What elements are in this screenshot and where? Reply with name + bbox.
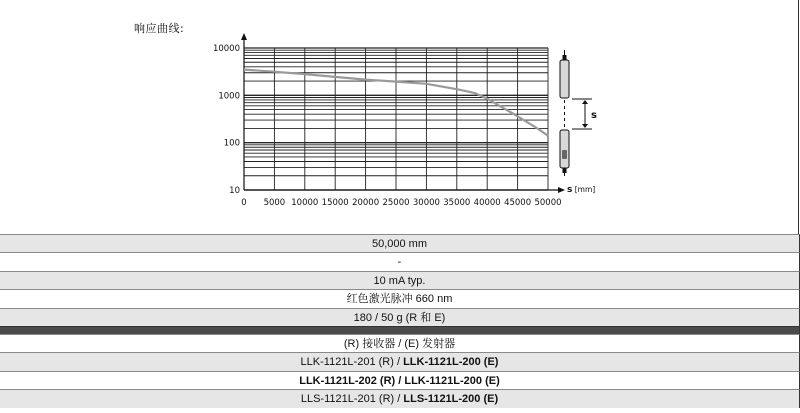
sensor-bottom-body xyxy=(560,130,569,168)
spec-row xyxy=(0,371,800,389)
spec-table xyxy=(0,234,800,408)
section-divider xyxy=(0,326,800,334)
y-tick-label: 100 xyxy=(223,138,240,149)
x-tick-label: 0 xyxy=(241,198,247,208)
distance-label: s xyxy=(591,110,597,121)
spec-text: LLK-1121L-200 (E) xyxy=(403,356,499,369)
spec-row xyxy=(0,252,800,270)
x-tick-label: 30000 xyxy=(412,198,440,208)
spec-row xyxy=(0,289,800,307)
x-tick-label: 10000 xyxy=(291,198,319,208)
spec-text: - xyxy=(397,256,402,269)
spec-text: 180 / 50 g (R 和 E) xyxy=(353,311,446,324)
x-axis-label: s [mm] xyxy=(567,185,596,195)
spec-text: LLK-1121L-202 (R) / LLK-1121L-200 (E) xyxy=(299,374,500,387)
spec-text: LLS-1121L-200 (E) xyxy=(403,393,499,406)
spec-text: LLK-1121L-201 (R) / xyxy=(300,356,404,369)
sensor-top-body xyxy=(560,60,569,98)
x-tick-label: 40000 xyxy=(473,198,501,208)
spec-text: (R) 接收器 / (E) 发射器 xyxy=(343,337,456,350)
distance-arrow-up xyxy=(582,100,588,104)
spec-text: 红色激光脉冲 660 nm xyxy=(346,293,453,306)
x-tick-label: 20000 xyxy=(352,198,380,208)
sensor-top-connector xyxy=(563,55,567,60)
spec-row xyxy=(0,308,800,326)
x-tick-label: 45000 xyxy=(504,198,532,208)
x-tick-label: 35000 xyxy=(443,198,471,208)
x-tick-label: 25000 xyxy=(382,198,410,208)
spec-row xyxy=(0,234,800,252)
chart-title: 响应曲线: xyxy=(134,22,185,35)
distance-arrow-down xyxy=(582,124,588,128)
spec-row xyxy=(0,352,800,370)
spec-row xyxy=(0,271,800,289)
x-tick-label: 5000 xyxy=(263,198,286,208)
x-tick-label: 50000 xyxy=(534,198,562,208)
y-axis-arrow xyxy=(241,33,247,40)
y-tick-label: 10 xyxy=(229,186,240,196)
sensor-bottom-connector xyxy=(563,168,567,173)
sensor-bottom-window xyxy=(562,150,567,159)
spec-row xyxy=(0,389,800,407)
y-tick-label: 1000 xyxy=(218,91,240,102)
y-tick-label: 10000 xyxy=(212,44,240,54)
spec-row xyxy=(0,334,800,352)
x-tick-label: 15000 xyxy=(321,198,349,208)
x-axis-arrow xyxy=(558,187,565,193)
spec-text: 50,000 mm xyxy=(371,238,428,250)
spec-text: LLS-1121L-201 (R) / xyxy=(300,393,404,406)
spec-text: 10 mA typ. xyxy=(373,274,426,287)
